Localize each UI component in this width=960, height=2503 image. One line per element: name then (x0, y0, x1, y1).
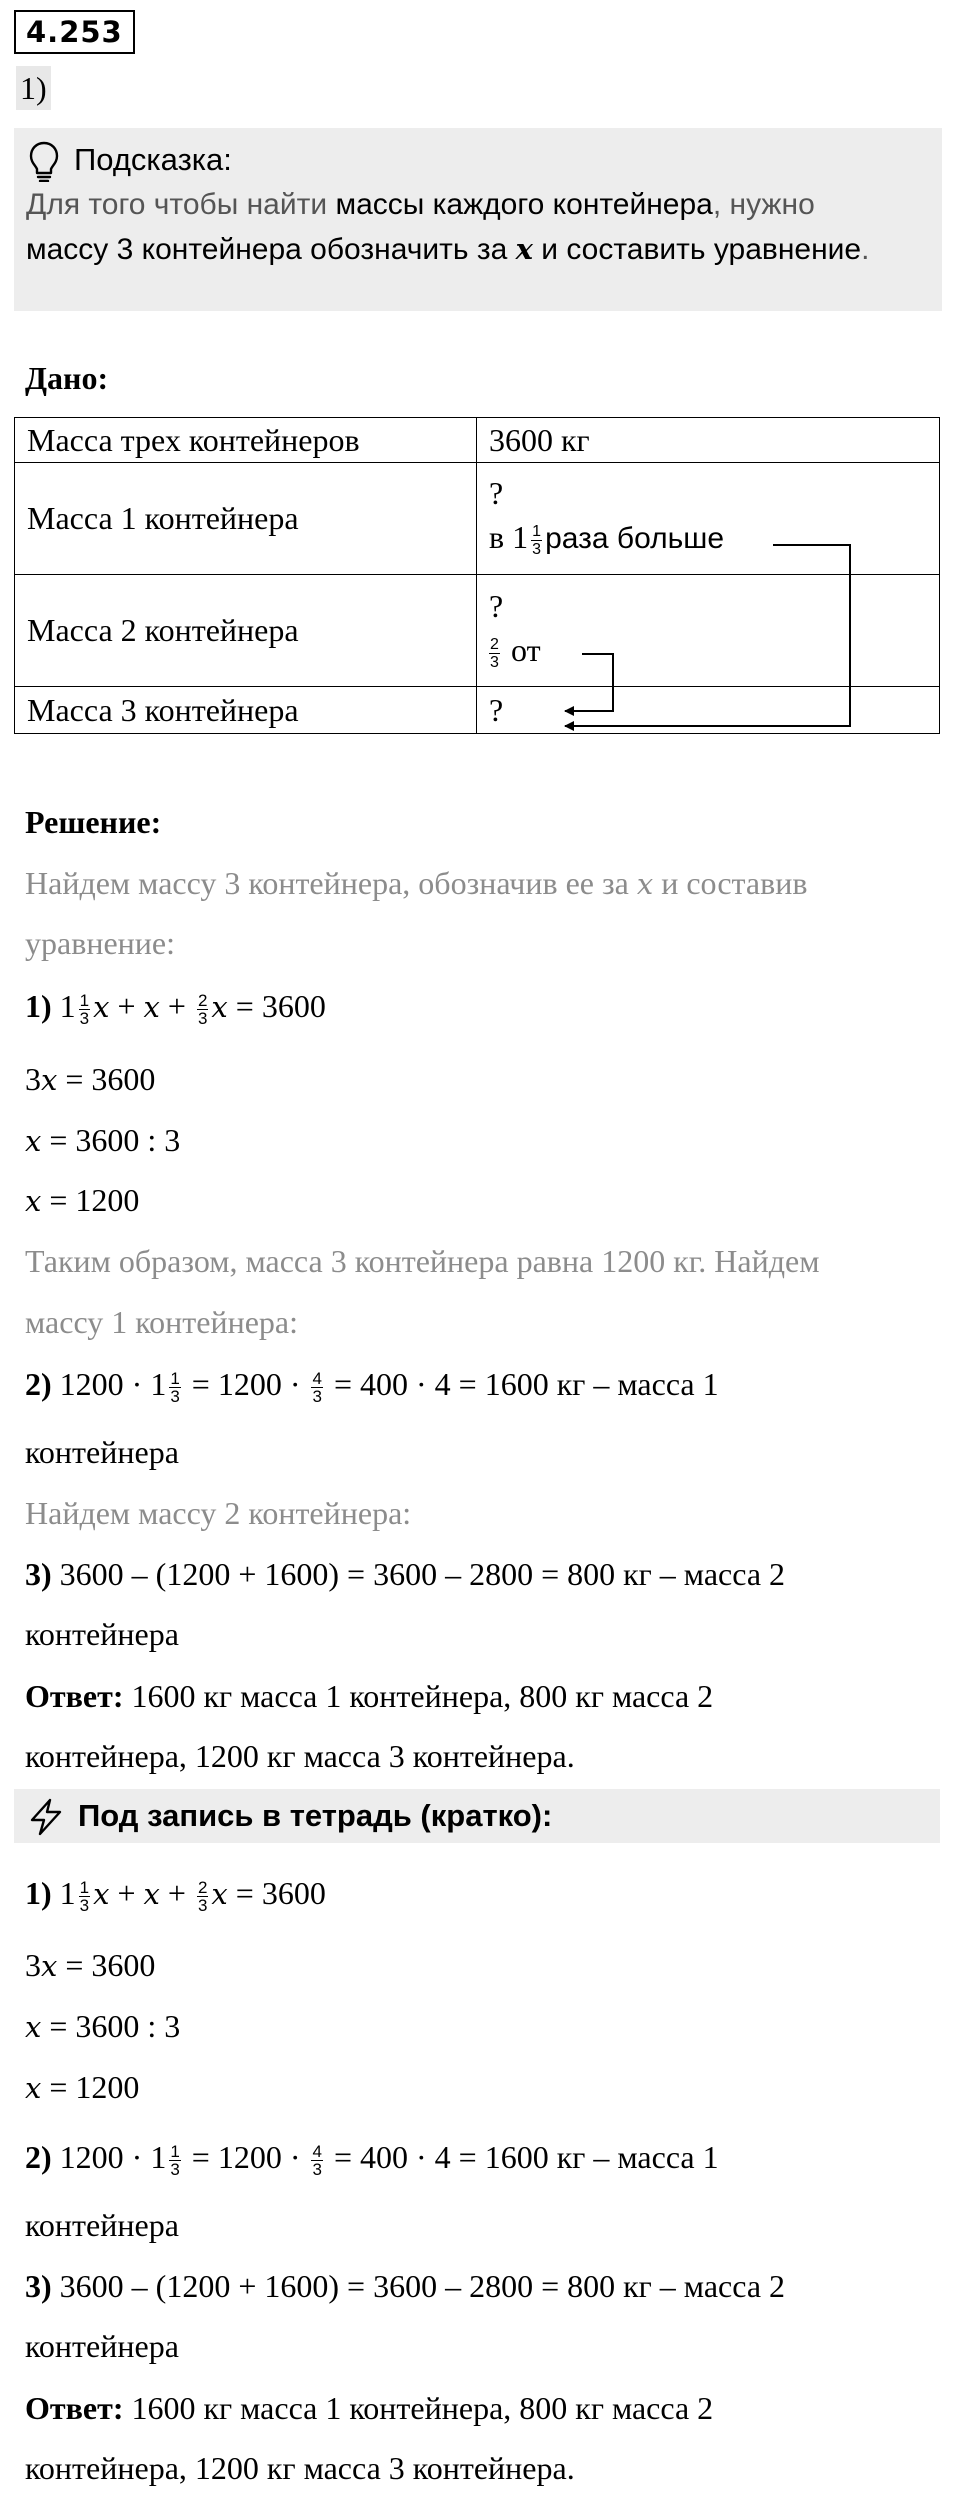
short-step-2-continuation: контейнера (25, 2207, 179, 2243)
short-answer-line-1: Ответ: 1600 кг масса 1 контейнера, 800 кг масса 2 (25, 2390, 714, 2426)
arrow-mass2-to-mass3 (565, 654, 613, 711)
short-step-3: 3) 3600 – (1200 + 1600) = 3600 – 2800 = 800 кг – масса 2 (25, 2268, 786, 2304)
problem-number: 4.253 (14, 10, 135, 54)
row-value: ? $\frac{2}{3}$ от (477, 575, 940, 687)
solution-title: Решение: (25, 804, 162, 840)
short-answer-line-2: контейнера, 1200 кг масса 3 контейнера. (25, 2450, 575, 2486)
answer-line-1: Ответ: 1600 кг масса 1 контейнера, 800 кг масса 2 (25, 1678, 714, 1714)
short-equation-4: x = 1200 (25, 2069, 140, 2105)
row-value: 3600 кг (477, 418, 940, 463)
short-equation-2: 3x = 3600 (25, 1947, 156, 1983)
equation-3: x = 3600 : 3 (25, 1122, 181, 1158)
short-step-3-continuation: контейнера (25, 2328, 179, 2364)
equation-2: 3x = 3600 (25, 1061, 156, 1097)
row-value: ? в 1 $\frac{1}{3}$ раза больше (477, 463, 940, 575)
answer-line-2: контейнера, 1200 кг масса 3 контейнера. (25, 1738, 575, 1774)
row-label: Масса 1 контейнера (15, 463, 477, 575)
hint-title: Подсказка: (74, 142, 232, 177)
solution-text-2: массу 1 контейнера: (25, 1304, 298, 1340)
notebook-box (14, 1789, 940, 1843)
equation-1: 1) 1 $\frac{1}{3}$ x + x + $\frac{2}{3}$ x = 3600 (25, 988, 326, 1029)
hint-line-2: массу 3 контейнера обозначить за x и составить уравнение. (26, 232, 870, 266)
lightning-icon (26, 1797, 66, 1837)
given-title: Дано: (25, 360, 109, 396)
row-label: Масса трех контейнеров (15, 418, 477, 463)
arrow-mass1-to-mass3 (565, 545, 850, 726)
solution-intro-line-2: уравнение: (25, 925, 175, 961)
step-2: 2) 1200 · 1 $\frac{1}{3}$ = 1200 · $\frac{4}{3}$ = 400 · 4 = 1600 кг – масса 1 (25, 1366, 719, 1407)
hint-line-1: Для того чтобы найти массы каждого контейнера, нужно (26, 188, 815, 221)
equation-4: x = 1200 (25, 1182, 140, 1218)
solution-text-3: Найдем массу 2 контейнера: (25, 1495, 412, 1531)
solution-text-1: Таким образом, масса 3 контейнера равна 1200 кг. Найдем (25, 1243, 820, 1279)
row-label: Масса 2 контейнера (15, 575, 477, 687)
row-value: ? (477, 687, 940, 734)
solution-intro-line-1: Найдем массу 3 контейнера, обозначив ее за x и составив (25, 865, 808, 901)
short-equation-1: 1) 1 $\frac{1}{3}$ x + x + $\frac{2}{3}$ x = 3600 (25, 1875, 326, 1916)
short-step-2: 2) 1200 · 1 $\frac{1}{3}$ = 1200 · $\frac{4}{3}$ = 400 · 4 = 1600 кг – масса 1 (25, 2139, 719, 2180)
relation-arrows (0, 0, 960, 760)
step-3: 3) 3600 – (1200 + 1600) = 3600 – 2800 = 800 кг – масса 2 (25, 1556, 786, 1592)
row-label: Масса 3 контейнера (15, 687, 477, 734)
step-3-continuation: контейнера (25, 1616, 179, 1652)
notebook-title: Под запись в тетрадь (кратко): (78, 1798, 553, 1833)
step-2-continuation: контейнера (25, 1434, 179, 1470)
short-equation-3: x = 3600 : 3 (25, 2008, 181, 2044)
part-label: 1) (16, 66, 51, 110)
